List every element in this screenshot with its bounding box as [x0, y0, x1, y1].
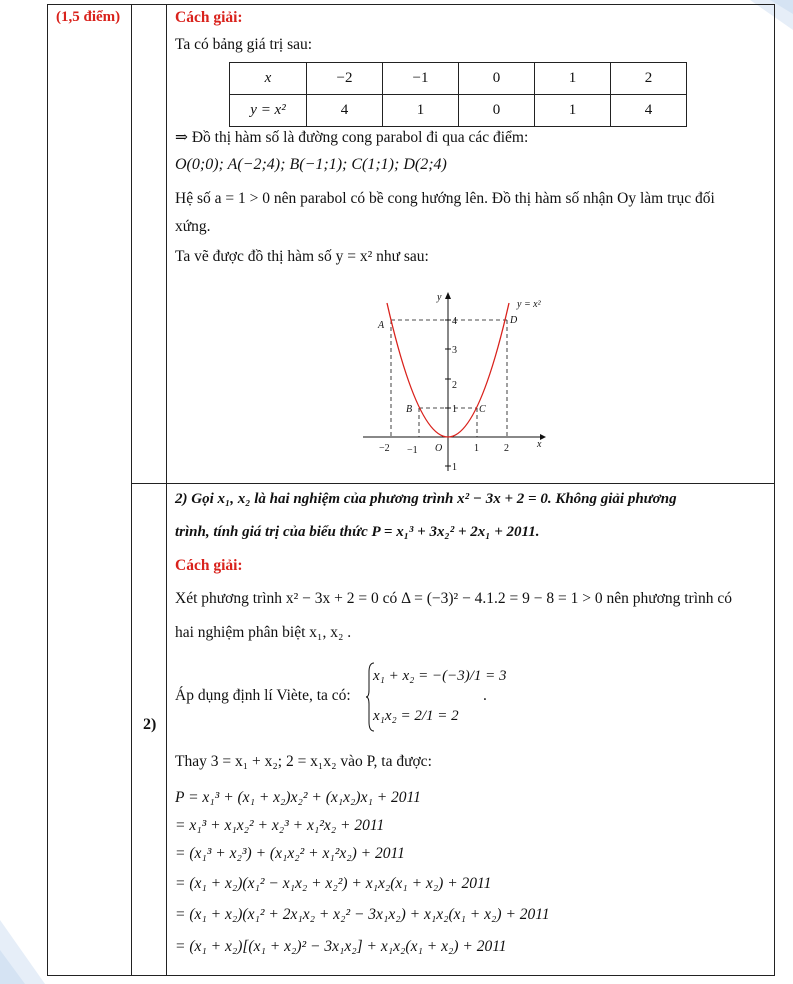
table-cell: 1 [535, 63, 611, 95]
viete-end: . [483, 687, 487, 704]
viete-sum: x₁ + x₂ = −(−3)/1 = 3 [373, 668, 507, 684]
discriminant-line-1: Xét phương trình x² − 3x + 2 = 0 có Δ = (−3)² − 4.1.2 = 9 − 8 = 1 > 0 nên phương trình có [175, 590, 733, 607]
graph-statement: ⇒ Đồ thị hàm số là đường cong parabol đi qua các điểm: [175, 129, 529, 146]
table-cell: 0 [459, 63, 535, 95]
viete-product: x₁x₂ = 2/1 = 2 [373, 708, 459, 724]
question-line-2: trình, tính giá trị của biểu thức P = x₁³ + 3x₂² + 2x₁ + 2011. [175, 524, 540, 540]
x-tick-label: 2 [504, 443, 509, 454]
step-line: = x₁³ + x₁x₂² + x₂³ + x₁²x₂ + 2011 [175, 817, 385, 834]
col-divider-1 [131, 5, 132, 975]
step-line: = (x₁ + x₂)(x₁² − x₁x₂ + x₂²) + x₁x₂(x₁ + x₂) + 2011 [175, 875, 492, 892]
table-cell: −2 [307, 63, 383, 95]
value-table [229, 62, 687, 127]
table-cell: 4 [307, 95, 383, 127]
solution-heading-2: Cách giải: [175, 557, 243, 574]
table-cell: 0 [459, 95, 535, 127]
table-cell: 2 [611, 63, 687, 95]
point-b-label: B [406, 404, 413, 415]
table-cell: −1 [383, 63, 459, 95]
y-tick-label: 1 [452, 462, 457, 473]
table-cell: 1 [535, 95, 611, 127]
coefficient-line-2: xứng. [175, 218, 211, 235]
answer-table [47, 4, 775, 976]
y-tick-label: 4 [452, 316, 457, 327]
point-a-label: A [378, 320, 385, 331]
parabola-graph [355, 285, 575, 475]
y-tick-label: 3 [452, 345, 457, 356]
x-tick-label: −2 [379, 443, 390, 454]
step-line: = (x₁³ + x₂³) + (x₁x₂² + x₁²x₂) + 2011 [175, 845, 405, 862]
x-axis-label: x [537, 439, 542, 450]
table-row-y [230, 95, 687, 127]
y-axis-label: y [437, 292, 442, 303]
table-cell: y = x² [230, 95, 307, 127]
intro-text: Ta có bảng giá trị sau: [175, 36, 313, 53]
table-cell: 1 [383, 95, 459, 127]
table-cell: x [230, 63, 307, 95]
points-list: O(0;0); A(−2;4); B(−1;1); C(1;1); D(2;4) [175, 156, 447, 173]
coefficient-line-1: Hệ số a = 1 > 0 nên parabol có bề cong hướng lên. Đồ thị hàm số nhận Oy làm trục đối [175, 190, 715, 207]
question-line-1: 2) Gọi x₁, x₂ là hai nghiệm của phương trình x² − 3x + 2 = 0. Không giải phương [175, 491, 677, 507]
viete-intro: Áp dụng định lí Viète, ta có: [175, 687, 351, 704]
row-divider [131, 483, 774, 484]
points-label: (1,5 điểm) [56, 9, 121, 25]
curve-label: y = x² [517, 299, 541, 310]
part-number: 2) [143, 716, 157, 733]
table-cell: 4 [611, 95, 687, 127]
step-line: P = x₁³ + (x₁ + x₂)x₂² + (x₁x₂)x₁ + 2011 [175, 789, 421, 806]
step-line: = (x₁ + x₂)[(x₁ + x₂)² − 3x₁x₂] + x₁x₂(x₁ + x₂) + 2011 [175, 938, 507, 955]
draw-statement: Ta vẽ được đồ thị hàm số y = x² như sau: [175, 248, 429, 265]
y-axis-arrow [445, 292, 451, 299]
solution-heading-1: Cách giải: [175, 9, 243, 26]
discriminant-line-2: hai nghiệm phân biệt x₁, x₂ . [175, 624, 352, 641]
y-tick-label: 1 [452, 404, 457, 415]
col-divider-2 [166, 5, 167, 975]
point-c-label: C [479, 404, 486, 415]
substitution-line: Thay 3 = x₁ + x₂; 2 = x₁x₂ vào P, ta được: [175, 753, 432, 770]
step-line: = (x₁ + x₂)(x₁² + 2x₁x₂ + x₂² − 3x₁x₂) + x₁x₂(x₁ + x₂) + 2011 [175, 906, 550, 923]
point-d-label: D [510, 315, 518, 326]
x-tick-label: 1 [474, 443, 479, 454]
origin-label: O [435, 443, 443, 454]
x-tick-label: −1 [407, 445, 418, 456]
y-tick-label: 2 [452, 380, 457, 391]
table-row-x [230, 63, 687, 95]
